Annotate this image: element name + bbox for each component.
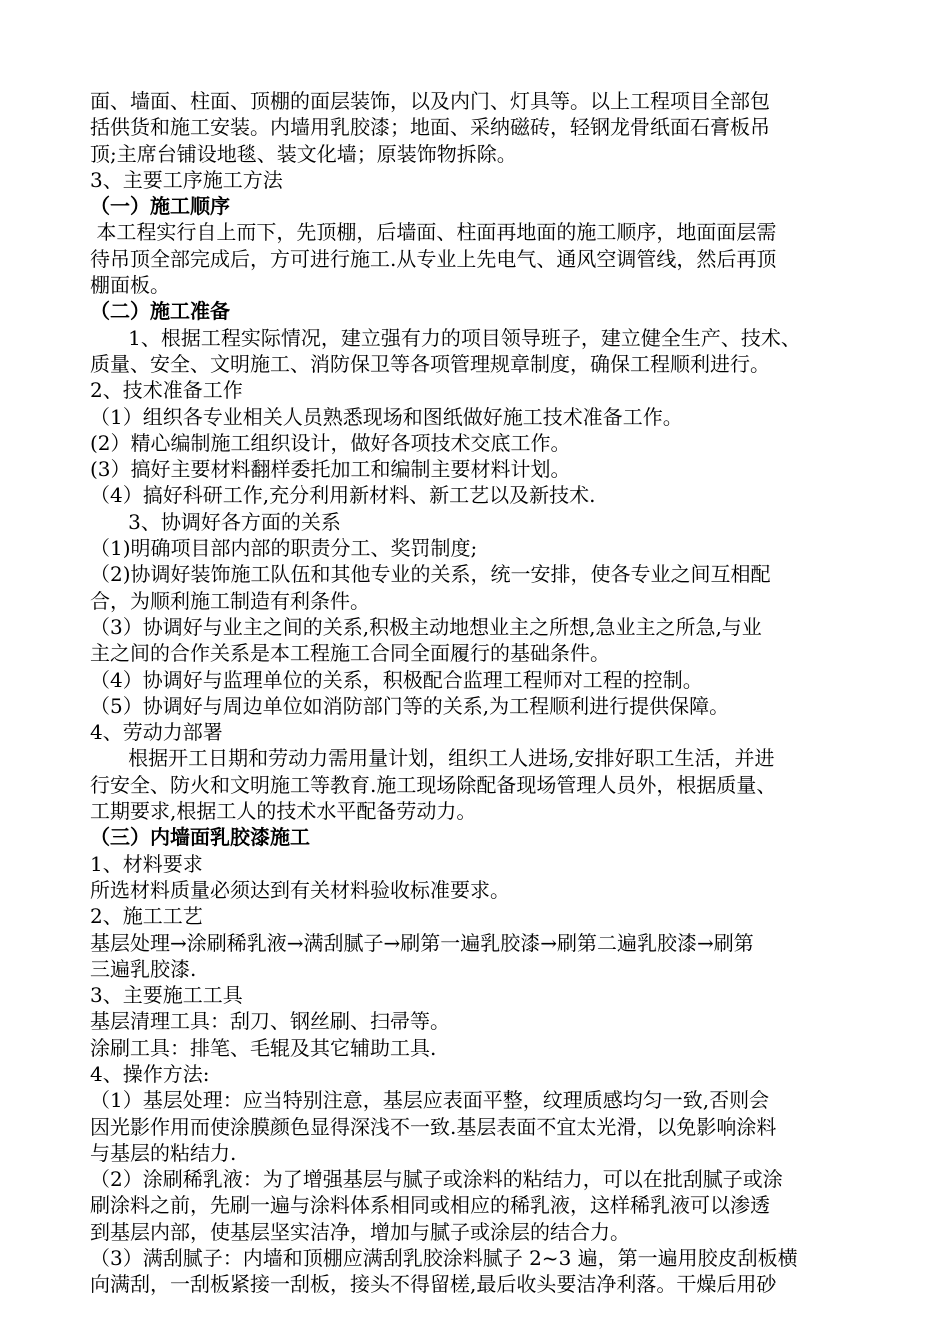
text-line: 所选材料质量必须达到有关材料验收标准要求。	[90, 877, 510, 902]
text-line: （3）满刮腻子：内墙和顶棚应满刮乳胶涂料腻子 2~3 遍，第一遍用胶皮刮板横	[90, 1246, 798, 1271]
text-line: 2、技术准备工作	[90, 378, 243, 403]
text-line: (3）搞好主要材料翻样委托加工和编制主要材料计划。	[90, 457, 571, 482]
text-line: 工期要求,根据工人的技术水平配备劳动力。	[90, 799, 477, 824]
text-line: 3、主要工序施工方法	[90, 167, 283, 192]
text-line: （2)协调好装饰施工队伍和其他专业的关系，统一安排，使各专业之间互相配	[90, 562, 771, 587]
text-line: （1)明确项目部内部的职责分工、奖罚制度;	[90, 536, 478, 561]
section-heading: （二）施工准备	[90, 299, 230, 324]
text-line: 1、材料要求	[90, 851, 203, 876]
text-line: （4）搞好科研工作,充分利用新材料、新工艺以及新技术.	[90, 483, 596, 508]
text-line: 4、劳动力部署	[90, 720, 223, 745]
text-line: 2、施工工艺	[90, 904, 203, 929]
document-page	[90, 88, 890, 1298]
text-line: 3、主要施工工具	[90, 983, 243, 1008]
text-line: 与基层的粘结力.	[90, 1140, 237, 1165]
text-line: （4）协调好与监理单位的关系，积极配合监理工程师对工程的控制。	[90, 667, 703, 692]
text-line: （2）涂刷稀乳液：为了增强基层与腻子或涂料的粘结力，可以在批刮腻子或涂	[90, 1167, 783, 1192]
text-line: （5）协调好与周边单位如消防部门等的关系,为工程顺利进行提供保障。	[90, 693, 730, 718]
text-line: 棚面板。	[90, 273, 170, 298]
text-line: 根据开工日期和劳动力需用量计划，组织工人进场,安排好职工生活，并进	[90, 746, 775, 771]
section-heading: （一）施工顺序	[90, 194, 230, 219]
text-line: 基层清理工具：刮刀、钢丝刷、扫帚等。	[90, 1009, 450, 1034]
text-line: 面、墙面、柱面、顶棚的面层装饰，以及内门、灯具等。以上工程项目全部包	[90, 89, 770, 113]
text-line: 涂刷工具：排笔、毛辊及其它辅助工具.	[90, 1035, 437, 1060]
section-heading: （三）内墙面乳胶漆施工	[90, 825, 310, 850]
text-line: 顶;主席台铺设地毯、装文化墙；原装饰物拆除。	[90, 141, 517, 166]
text-line: 三遍乳胶漆.	[90, 956, 197, 981]
text-line: 3、协调好各方面的关系	[90, 509, 341, 534]
text-line: (2）精心编制施工组织设计，做好各项技术交底工作。	[90, 430, 571, 455]
text-line: 合，为顺利施工制造有利条件。	[90, 588, 370, 613]
text-line: （3）协调好与业主之间的关系,积极主动地想业主之所想,急业主之所急,与业	[90, 614, 762, 639]
text-line: 括供货和施工安装。内墙用乳胶漆；地面、采纳磁砖，轻钢龙骨纸面石膏板吊	[90, 115, 770, 140]
text-line: 到基层内部，使基层坚实洁净，增加与腻子或涂层的结合力。	[90, 1219, 630, 1244]
text-line: 基层处理→涂刷稀乳液→满刮腻子→刷第一遍乳胶漆→刷第二遍乳胶漆→刷第	[90, 930, 754, 955]
text-line: （1）组织各专业相关人员熟悉现场和图纸做好施工技术准备工作。	[90, 404, 683, 429]
text-line: 待吊顶全部完成后，方可进行施工.从专业上先电气、通风空调管线，然后再顶	[90, 246, 777, 271]
text-line: 主之间的合作关系是本工程施工合同全面履行的基础条件。	[90, 641, 610, 666]
text-line: 质量、安全、文明施工、消防保卫等各项管理规章制度，确保工程顺利进行。	[90, 351, 770, 376]
text-line: 因光影作用而使涂膜颜色显得深浅不一致.基层表面不宜太光滑，以免影响涂料	[90, 1114, 777, 1139]
text-line: 1、根据工程实际情况，建立强有力的项目领导班子，建立健全生产、技术、	[90, 325, 801, 350]
text-line: （1）基层处理：应当特别注意，基层应表面平整，纹理质感均匀一致,否则会	[90, 1088, 770, 1113]
text-line: 本工程实行自上而下，先顶棚，后墙面、柱面再地面的施工顺序，地面面层需	[90, 220, 777, 245]
text-line: 4、操作方法:	[90, 1061, 210, 1086]
text-line: 行安全、防火和文明施工等教育.施工现场除配备现场管理人员外，根据质量、	[90, 772, 777, 797]
text-line: 刷涂料之前，先刷一遍与涂料体系相同或相应的稀乳液，这样稀乳液可以渗透	[90, 1193, 770, 1218]
text-line: 向满刮，一刮板紧接一刮板，接头不得留槎,最后收头要洁净利落。干燥后用砂	[90, 1272, 777, 1297]
